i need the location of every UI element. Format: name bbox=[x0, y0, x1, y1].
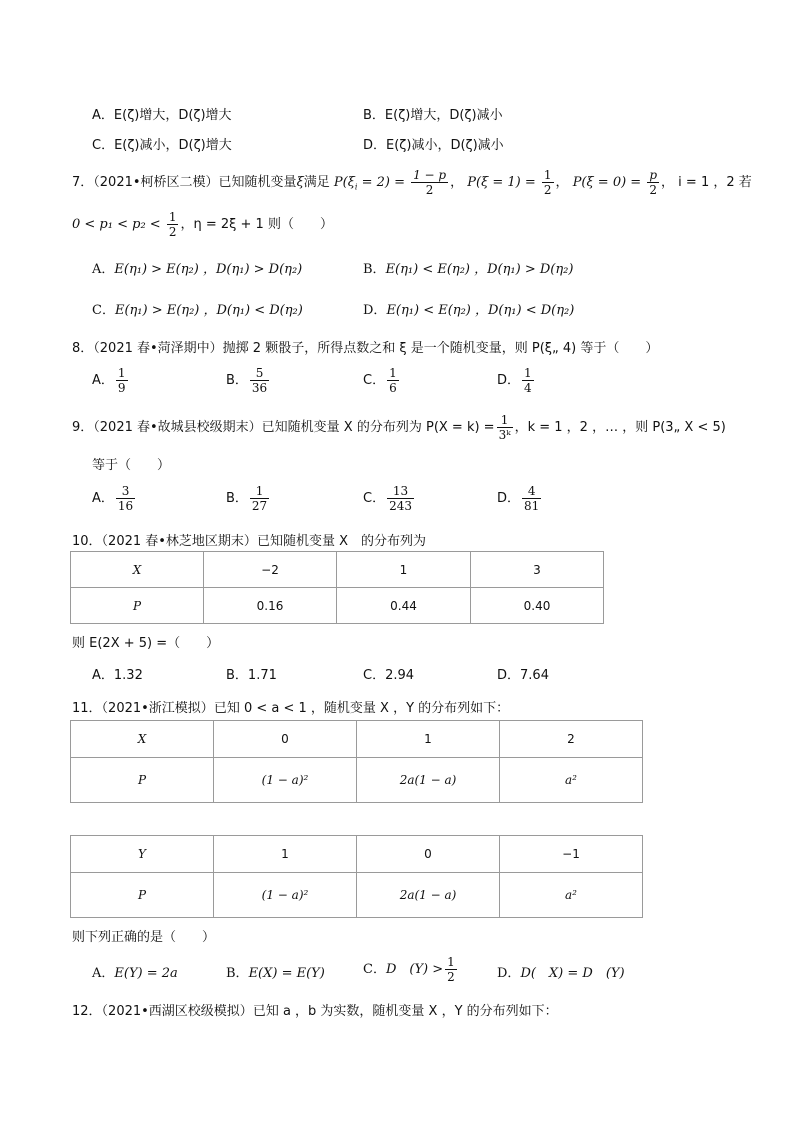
option-letter: D． bbox=[497, 668, 521, 683]
q11-option-c bbox=[363, 955, 459, 984]
fraction-denominator: 2 bbox=[649, 183, 657, 197]
option-letter: B． bbox=[226, 668, 248, 683]
question-number: 8． bbox=[72, 341, 94, 356]
q7-stem-line2 bbox=[72, 210, 333, 239]
fraction-numerator: 3 bbox=[116, 484, 135, 499]
table-cell: (1 − a)² bbox=[214, 758, 357, 803]
table-cell: 2 bbox=[500, 721, 643, 758]
option-letter: C． bbox=[363, 668, 386, 683]
option-text: 1.71 bbox=[247, 668, 277, 683]
table-cell: Y bbox=[71, 836, 214, 873]
table-cell: 1 bbox=[337, 552, 471, 588]
fraction-denominator: 3ᵏ bbox=[498, 428, 511, 442]
table-cell: 0 bbox=[357, 836, 500, 873]
question-number: 9． bbox=[72, 420, 94, 435]
q7-option-d bbox=[363, 299, 574, 318]
fraction-denominator: 2 bbox=[543, 183, 552, 197]
option-letter: D． bbox=[497, 373, 521, 388]
table-cell: a² bbox=[500, 873, 643, 918]
option-letter: C． bbox=[363, 962, 386, 977]
table-cell: −1 bbox=[500, 836, 643, 873]
question-number: 7． bbox=[72, 175, 94, 190]
fraction-numerator: 1 bbox=[497, 413, 513, 428]
option-letter: C． bbox=[92, 138, 115, 153]
question-text: ，η = 2ξ + 1 则（ ） bbox=[180, 217, 333, 232]
q9-option-b bbox=[226, 484, 271, 513]
q7-option-c bbox=[92, 299, 303, 318]
math-expr: P(ξ = 1) = bbox=[467, 175, 536, 190]
table-cell: −2 bbox=[204, 552, 337, 588]
option-letter: C． bbox=[363, 491, 386, 506]
table-cell: 2a(1 − a) bbox=[357, 758, 500, 803]
option-text: E(ζ)增大，D(ζ)增大 bbox=[113, 108, 232, 123]
q10-option-a bbox=[92, 664, 143, 683]
math-expr: P(ξ bbox=[333, 175, 355, 190]
question-text: 已知随机变量 X 的分布列为 bbox=[256, 534, 426, 549]
fraction-denominator: 243 bbox=[389, 499, 412, 513]
q10-distribution-table bbox=[70, 551, 604, 624]
fraction-numerator: 1 bbox=[543, 168, 552, 182]
option-letter: B． bbox=[226, 373, 248, 388]
fraction-numerator: 5 bbox=[250, 366, 269, 381]
table-cell: X bbox=[71, 721, 214, 758]
table-cell: 1 bbox=[357, 721, 500, 758]
option-letter: B． bbox=[363, 108, 385, 123]
q11-option-d bbox=[497, 962, 625, 981]
table-cell: (1 − a)² bbox=[214, 873, 357, 918]
question-source: （2021•西湖区校级模拟） bbox=[101, 1004, 253, 1019]
fraction bbox=[167, 210, 179, 239]
q7-option-a bbox=[92, 258, 302, 277]
table-row bbox=[71, 836, 643, 873]
q11-x-distribution-table bbox=[70, 720, 643, 803]
fraction bbox=[522, 484, 541, 513]
q12-stem bbox=[72, 1000, 558, 1019]
fraction-numerator: 1 − p bbox=[413, 168, 447, 182]
q6-option-c bbox=[92, 134, 232, 153]
question-text: 抛掷 2 颗骰子，所得点数之和 ξ 是一个随机变量，则 P(ξ„ 4) 等于（ ） bbox=[222, 341, 659, 356]
option-letter: D． bbox=[363, 138, 387, 153]
q7-stem-line1: 7．（2021•柯桥区二模）已知随机变量ξ满足 $P(\xi_i = 2)$ = $\frac{1 - p}{2}$ ， P(ξ = 1) = $\frac{1}{2}$ ， P(ξ = 0) = $\frac{p}{2}$ ， i = 1 ，2 若 bbox=[72, 168, 752, 197]
fraction-numerator: 1 bbox=[250, 484, 269, 499]
fraction-denominator: 9 bbox=[117, 381, 126, 395]
option-text: D( X) = D (Y) bbox=[520, 966, 625, 981]
q9-option-a bbox=[92, 484, 137, 513]
fraction bbox=[542, 168, 554, 197]
q8-option-a bbox=[92, 366, 130, 395]
fraction-numerator: 13 bbox=[387, 484, 414, 499]
q6-option-b bbox=[363, 104, 503, 123]
option-letter: D． bbox=[497, 966, 521, 981]
fraction-denominator: 6 bbox=[389, 381, 397, 395]
fraction bbox=[116, 366, 128, 395]
question-text: ，k = 1 ，2 ，… ，则 P(3„ X < 5) bbox=[514, 420, 726, 435]
table-row bbox=[71, 758, 643, 803]
option-text: E(ζ)减小，D(ζ)减小 bbox=[386, 138, 504, 153]
fraction bbox=[445, 955, 457, 984]
fraction-denominator: 4 bbox=[524, 381, 532, 395]
fraction bbox=[387, 484, 414, 513]
fraction-numerator: 1 bbox=[524, 366, 532, 380]
option-letter: C． bbox=[92, 303, 115, 318]
option-text: E(η₁) > E(η₂) ，D(η₁) > D(η₂) bbox=[114, 262, 303, 277]
option-text: 2.94 bbox=[385, 668, 415, 683]
fraction bbox=[116, 484, 135, 513]
fraction-denominator: 2 bbox=[425, 183, 434, 197]
q9-option-d bbox=[497, 484, 543, 513]
fraction-numerator: 1 bbox=[389, 366, 397, 380]
table-cell: 1 bbox=[214, 836, 357, 873]
option-text: 7.64 bbox=[520, 668, 549, 683]
table-cell: 0 bbox=[214, 721, 357, 758]
question-text: 已知随机变量 X 的分布列为 P(X = k) = bbox=[261, 420, 495, 435]
table-cell: 0.44 bbox=[337, 588, 471, 624]
question-number: 12． bbox=[72, 1004, 102, 1019]
option-letter: A． bbox=[92, 108, 114, 123]
q7-option-b bbox=[363, 258, 573, 277]
q9-option-c bbox=[363, 484, 416, 513]
q11-option-b bbox=[226, 962, 325, 981]
option-letter: A． bbox=[92, 668, 114, 683]
table-cell: P bbox=[71, 758, 214, 803]
fraction-denominator: 2 bbox=[168, 225, 177, 239]
question-source: （2021 春•林芝地区期末） bbox=[101, 534, 257, 549]
math-expr: 0 < p₁ < p₂ < bbox=[72, 217, 161, 232]
question-text: 已知随机变量 bbox=[218, 175, 297, 190]
question-text: 已知 a ，b 为实数，随机变量 X ，Y 的分布列如下： bbox=[252, 1004, 558, 1019]
fraction-denominator: 27 bbox=[251, 499, 268, 513]
option-text: 1.32 bbox=[113, 668, 143, 683]
option-letter: D． bbox=[497, 491, 521, 506]
fraction-numerator: 1 bbox=[117, 366, 126, 380]
table-cell: 3 bbox=[471, 552, 604, 588]
q11-option-a bbox=[92, 962, 178, 981]
fraction-numerator: 1 bbox=[168, 210, 177, 224]
option-text: E(η₁) < E(η₂) ，D(η₁) > D(η₂) bbox=[385, 262, 574, 277]
option-letter: A． bbox=[92, 966, 115, 981]
math-var: ξ bbox=[296, 175, 304, 190]
q6-option-d bbox=[363, 134, 504, 153]
q9-stem-line2 bbox=[92, 454, 170, 473]
q11-stem bbox=[72, 697, 509, 716]
q10-after bbox=[72, 632, 219, 651]
table-cell: a² bbox=[500, 758, 643, 803]
table-cell: X bbox=[71, 552, 204, 588]
option-letter: A． bbox=[92, 262, 115, 277]
table-cell: 2a(1 − a) bbox=[357, 873, 500, 918]
option-letter: D． bbox=[363, 303, 387, 318]
fraction bbox=[387, 366, 399, 395]
option-text: E(η₁) < E(η₂) ，D(η₁) < D(η₂) bbox=[386, 303, 575, 318]
option-letter: B． bbox=[363, 262, 386, 277]
option-text: E(η₁) > E(η₂) ，D(η₁) < D(η₂) bbox=[114, 303, 303, 318]
option-text: D (Y) > bbox=[385, 962, 444, 977]
q10-stem bbox=[72, 530, 426, 549]
q10-option-d bbox=[497, 664, 549, 683]
table-cell: P bbox=[71, 873, 214, 918]
question-text: 已知 0 < a < 1 ，随机变量 X ，Y 的分布列如下： bbox=[213, 701, 510, 716]
fraction bbox=[522, 366, 534, 395]
q11-y-distribution-table bbox=[70, 835, 643, 918]
question-text: 则 E(2X + 5) =（ ） bbox=[72, 636, 220, 651]
option-letter: B． bbox=[226, 966, 249, 981]
math-expr: P(ξ = 0) = bbox=[572, 175, 642, 190]
option-letter: C． bbox=[363, 373, 386, 388]
q8-option-d bbox=[497, 366, 536, 395]
fraction-numerator: p bbox=[649, 168, 658, 182]
question-text: 则下列正确的是（ ） bbox=[72, 930, 216, 945]
question-source: （2021•浙江模拟） bbox=[101, 701, 214, 716]
fraction-numerator: 1 bbox=[447, 955, 455, 969]
question-source: （2021 春•菏泽期中） bbox=[93, 341, 223, 356]
question-text: 满足 bbox=[303, 175, 330, 190]
fraction bbox=[647, 168, 659, 197]
table-cell: 0.40 bbox=[471, 588, 604, 624]
q8-option-c bbox=[363, 366, 401, 395]
table-cell: P bbox=[71, 588, 204, 624]
q11-after bbox=[72, 926, 215, 945]
option-letter: A． bbox=[92, 373, 114, 388]
question-source: （2021 春•故城县校级期末） bbox=[93, 420, 262, 435]
option-letter: B． bbox=[226, 491, 248, 506]
q8-stem bbox=[72, 337, 658, 356]
q6-option-a bbox=[92, 104, 232, 123]
table-row bbox=[71, 873, 643, 918]
math-expr: = 2) = bbox=[357, 175, 405, 190]
question-source: （2021•柯桥区二模） bbox=[93, 175, 219, 190]
fraction bbox=[250, 484, 269, 513]
fraction bbox=[497, 413, 513, 442]
fraction bbox=[411, 168, 448, 197]
fraction-denominator: 36 bbox=[251, 381, 268, 395]
math-sub: i bbox=[354, 182, 358, 192]
table-row bbox=[71, 552, 604, 588]
table-row bbox=[71, 721, 643, 758]
fraction bbox=[250, 366, 269, 395]
q9-stem-line1 bbox=[72, 413, 726, 442]
option-text: E(ζ)减小，D(ζ)增大 bbox=[114, 138, 232, 153]
math-expr: i = 1 ，2 若 bbox=[678, 175, 752, 190]
fraction-numerator: 4 bbox=[522, 484, 541, 499]
fraction-denominator: 16 bbox=[117, 499, 134, 513]
option-text: E(X) = E(Y) bbox=[248, 966, 325, 981]
table-cell: 0.16 bbox=[204, 588, 337, 624]
option-text: E(ζ)增大，D(ζ)减小 bbox=[384, 108, 503, 123]
q10-option-c bbox=[363, 664, 414, 683]
q8-option-b bbox=[226, 366, 271, 395]
q10-option-b bbox=[226, 664, 277, 683]
question-number: 11． bbox=[72, 701, 102, 716]
question-text: 等于（ ） bbox=[92, 458, 171, 473]
fraction-denominator: 81 bbox=[524, 499, 540, 513]
table-row bbox=[71, 588, 604, 624]
fraction-denominator: 2 bbox=[447, 970, 455, 984]
option-letter: A． bbox=[92, 491, 114, 506]
question-number: 10． bbox=[72, 534, 102, 549]
option-text: E(Y) = 2a bbox=[114, 966, 178, 981]
